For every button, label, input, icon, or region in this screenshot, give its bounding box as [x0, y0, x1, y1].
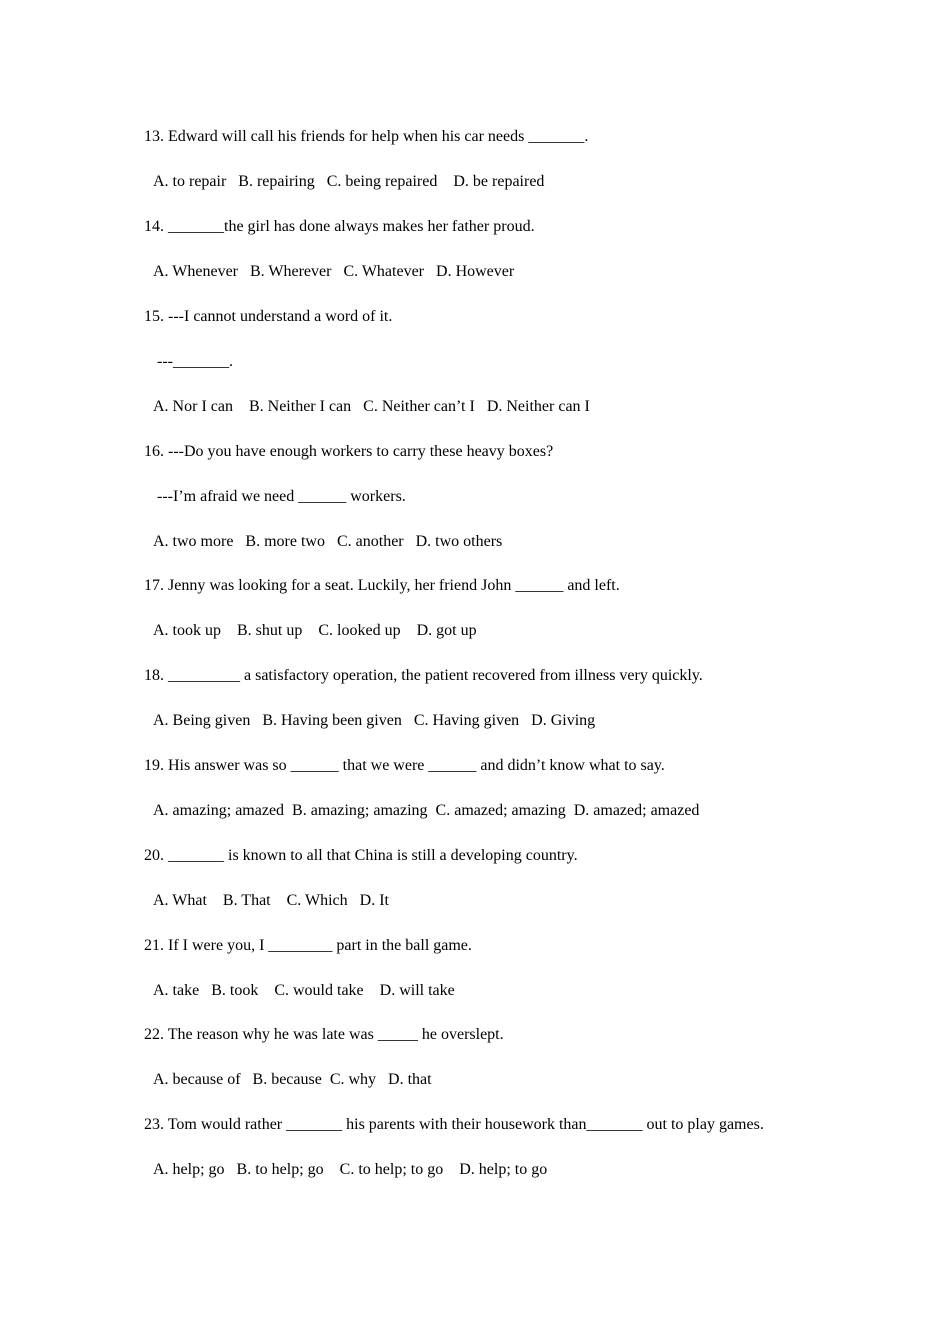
question-19-stem: 19. His answer was so ______ that we were ______ and didn’t know what to say.	[144, 757, 665, 774]
question-22-options: A. because of B. because C. why D. that	[153, 1071, 432, 1088]
question-13-options: A. to repair B. repairing C. being repaired D. be repaired	[153, 173, 545, 190]
question-20-stem: 20. _______ is known to all that China is still a developing country.	[144, 847, 578, 864]
question-22-stem: 22. The reason why he was late was _____ he overslept.	[144, 1026, 504, 1043]
question-21-options: A. take B. took C. would take D. will take	[153, 982, 455, 999]
question-21-stem: 21. If I were you, I ________ part in the ball game.	[144, 937, 472, 954]
question-16-options: A. two more B. more two C. another D. two others	[153, 533, 503, 550]
question-14-stem: 14. _______the girl has done always makes her father proud.	[144, 218, 535, 235]
question-16-reply: ---I’m afraid we need ______ workers.	[157, 488, 406, 505]
question-15-stem: 15. ---I cannot understand a word of it.	[144, 308, 393, 325]
question-17-options: A. took up B. shut up C. looked up D. got up	[153, 622, 477, 639]
question-17-stem: 17. Jenny was looking for a seat. Luckily, her friend John ______ and left.	[144, 577, 620, 594]
question-18-options: A. Being given B. Having been given C. Having given D. Giving	[153, 712, 596, 729]
question-23-options: A. help; go B. to help; go C. to help; to go D. help; to go	[153, 1161, 548, 1178]
question-15-reply: ---_______.	[157, 353, 233, 370]
question-20-options: A. What B. That C. Which D. It	[153, 892, 389, 909]
question-15-options: A. Nor I can B. Neither I can C. Neither can’t I D. Neither can I	[153, 398, 590, 415]
question-13-stem: 13. Edward will call his friends for help when his car needs _______.	[144, 128, 589, 145]
question-14-options: A. Whenever B. Wherever C. Whatever D. However	[153, 263, 515, 280]
question-23-stem: 23. Tom would rather _______ his parents with their housework than_______ out to play games.	[144, 1116, 764, 1133]
question-19-options: A. amazing; amazed B. amazing; amazing C. amazed; amazing D. amazed; amazed	[153, 802, 700, 819]
question-18-stem: 18. _________ a satisfactory operation, the patient recovered from illness very quickly.	[144, 667, 703, 684]
question-16-stem: 16. ---Do you have enough workers to carry these heavy boxes?	[144, 443, 554, 460]
